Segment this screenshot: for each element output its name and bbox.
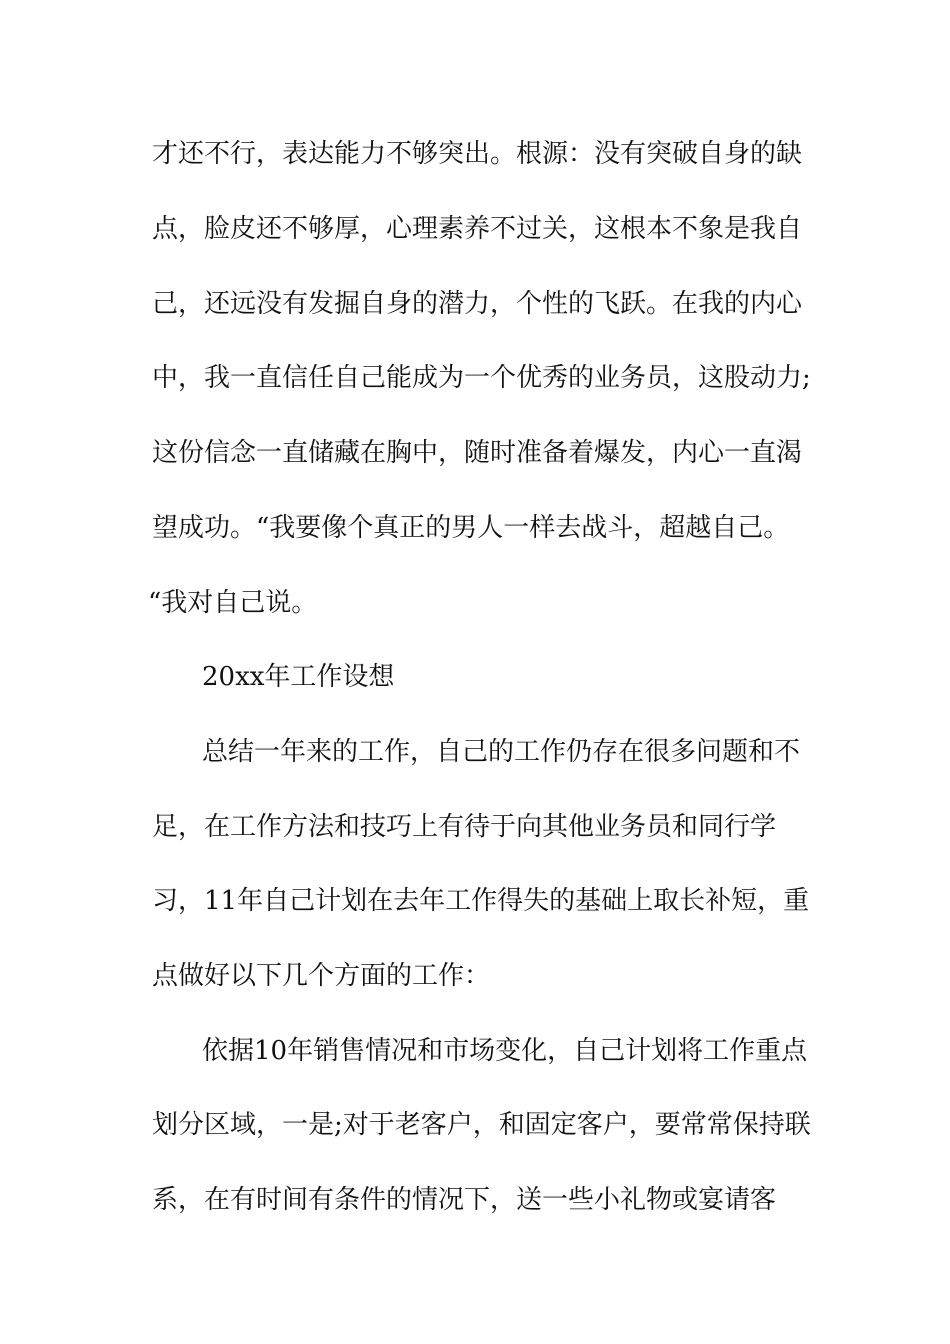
text-line: 才还不行，表达能力不够突出。根源：没有突破自身的缺	[152, 139, 803, 169]
text-line: 依据10年销售情况和市场变化，自己计划将工作重点	[202, 1036, 808, 1066]
text-line: 习，11年自己计划在去年工作得失的基础上取长补短，重	[152, 886, 810, 916]
section-heading: 20xx年工作设想	[202, 662, 395, 692]
text-line: “我对自己说。	[148, 588, 318, 618]
text-line: 点做好以下几个方面的工作：	[152, 961, 491, 991]
text-line: 划分区域，一是;对于老客户，和固定客户，要常常保持联	[152, 1110, 811, 1140]
text-line: 这份信念一直储藏在胸中，随时准备着爆发，内心一直渴	[152, 438, 803, 468]
text-line: 中，我一直信任自己能成为一个优秀的业务员，这股动力;	[152, 363, 811, 393]
text-line: 望成功。“我要像个真正的男人一样去战斗，超越自己。	[152, 513, 790, 543]
text-line: 总结一年来的工作，自己的工作仍存在很多问题和不	[202, 737, 801, 767]
text-line: 足，在工作方法和技巧上有待于向其他业务员和同行学	[152, 812, 777, 842]
text-line: 点，脸皮还不够厚，心理素养不过关，这根本不象是我自	[152, 214, 803, 244]
text-line: 系，在有时间有条件的情况下，送一些小礼物或宴请客	[152, 1185, 777, 1215]
text-line: 己，还远没有发掘自身的潜力，个性的飞跃。在我的内心	[152, 289, 803, 319]
